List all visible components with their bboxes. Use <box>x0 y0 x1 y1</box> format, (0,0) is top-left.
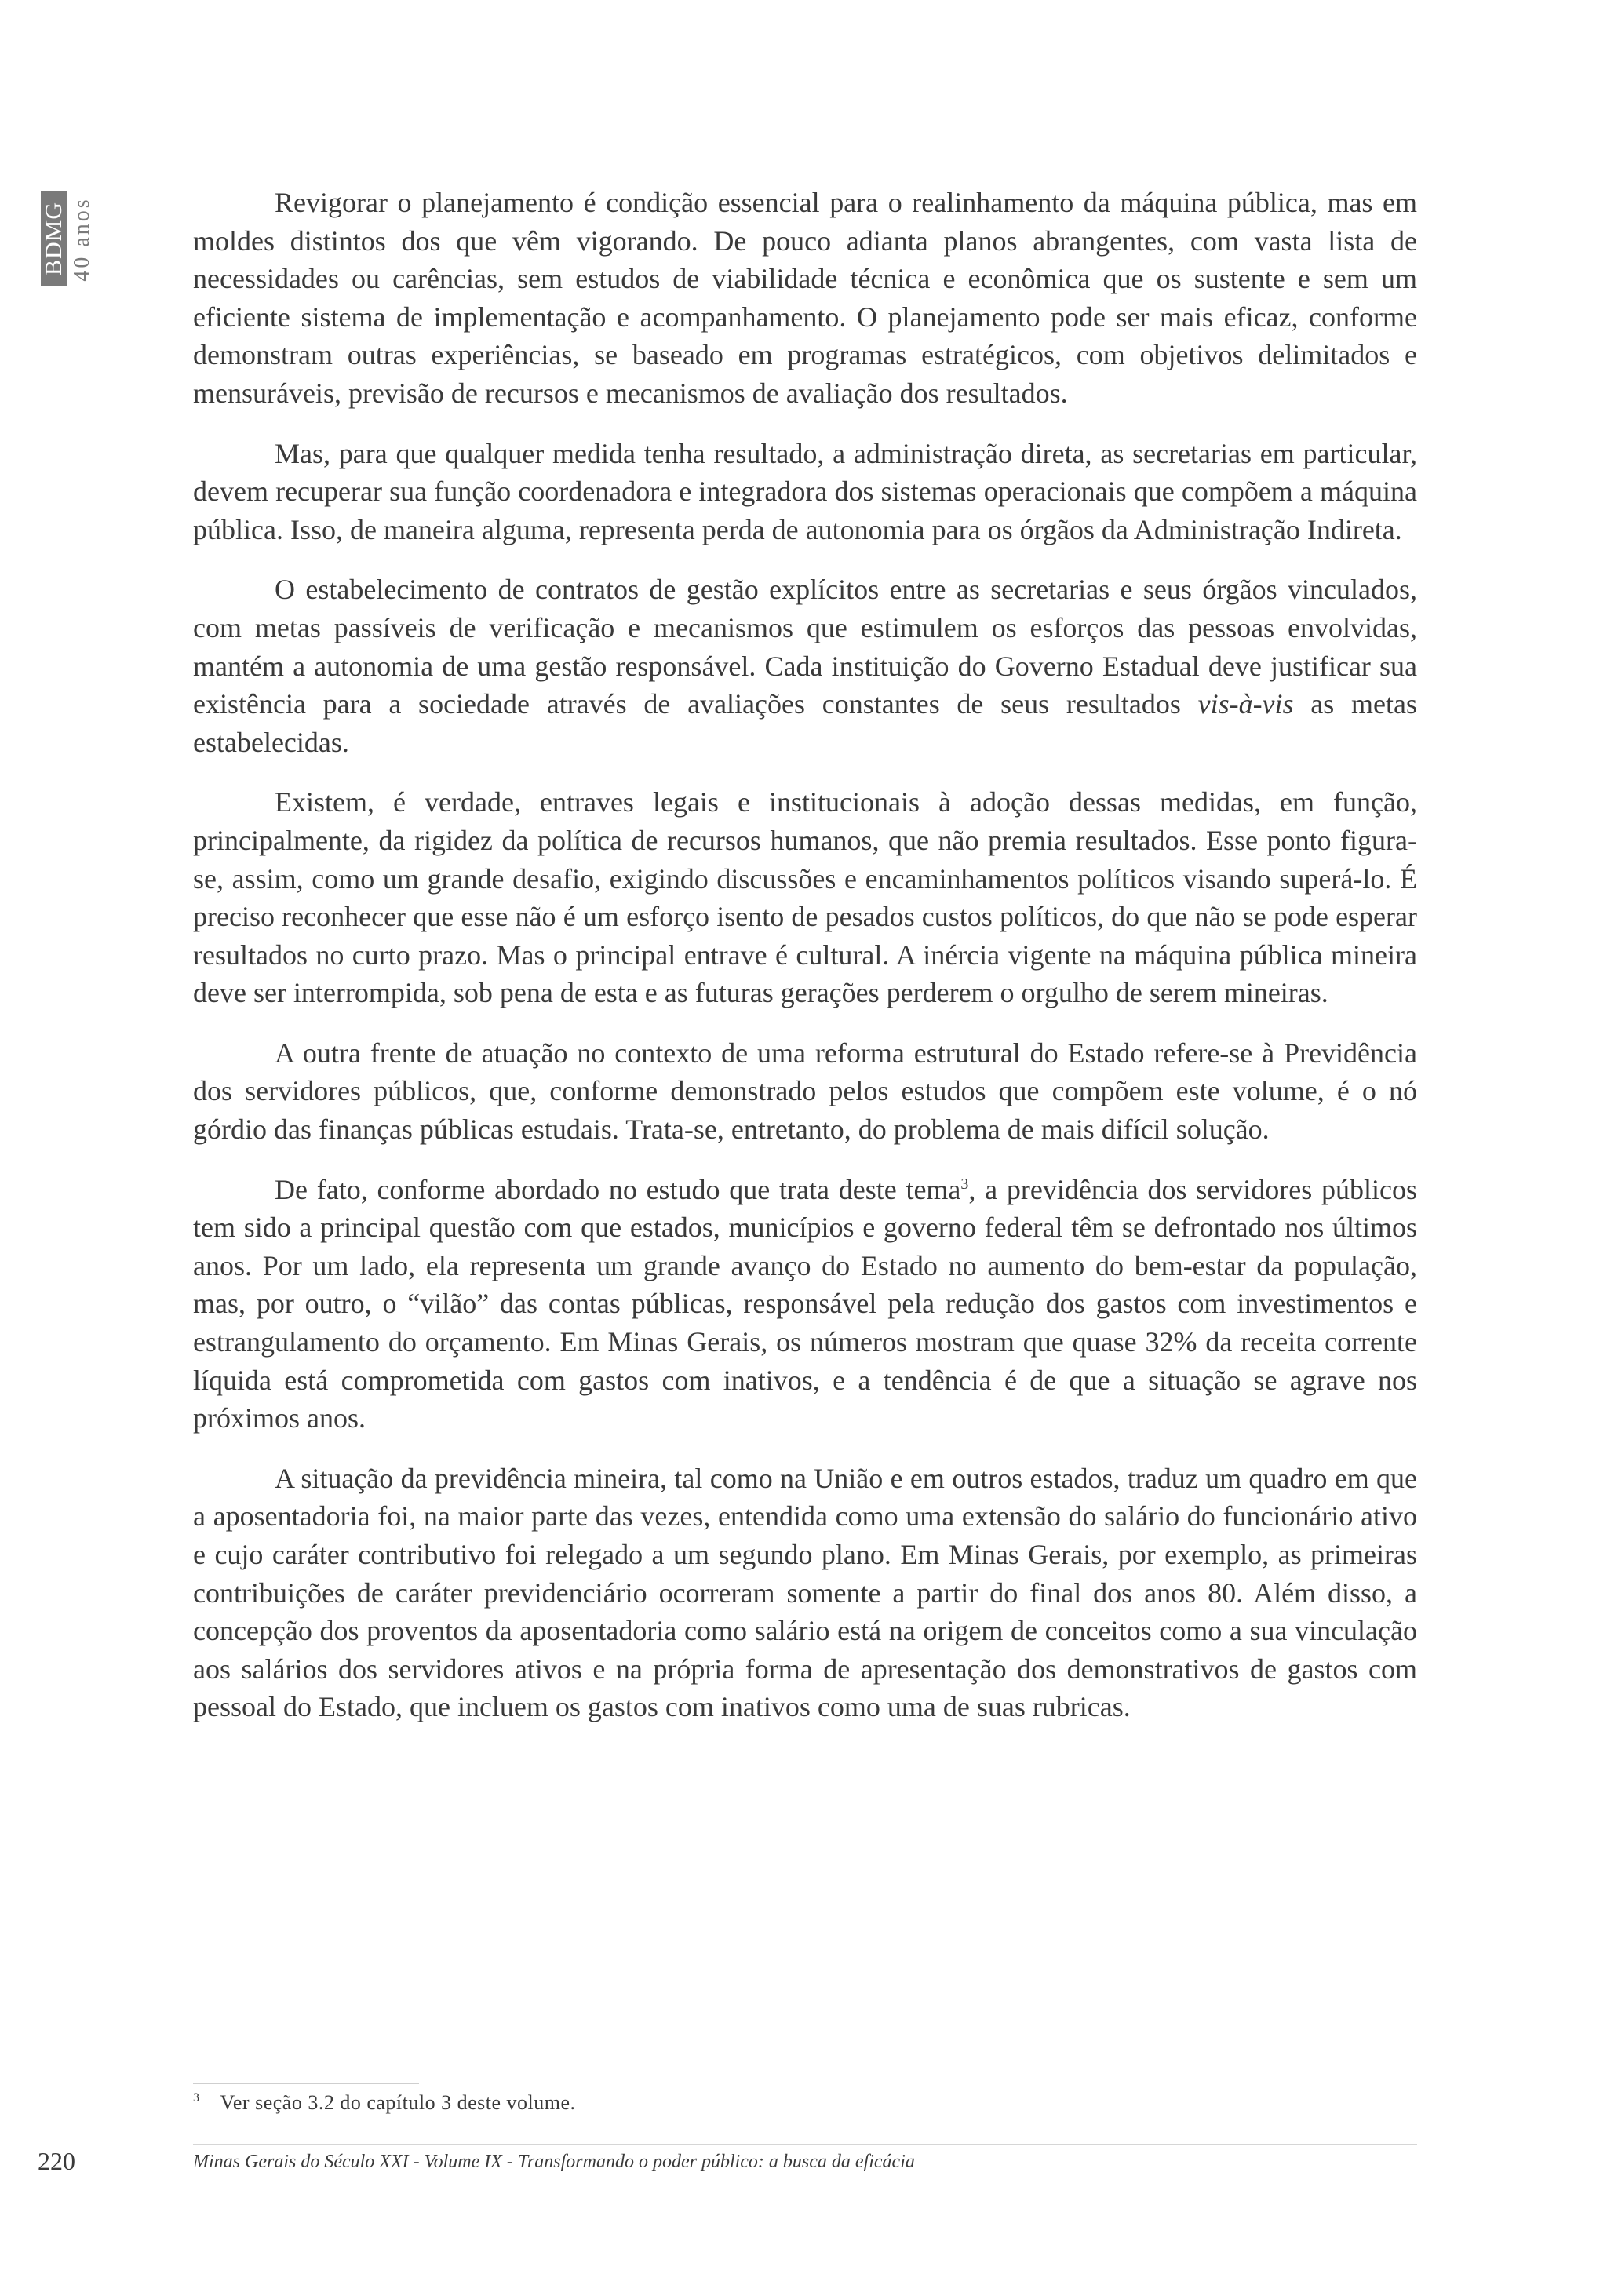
paragraph: Revigorar o planejamento é condição essencial para o realinhamento da máquina pública, mas em moldes distintos dos que vêm vigorando. De pouco adianta planos abrangentes, com vasta lista de necessidades ou carências, sem estudos de viabilidade técnica e econômica que os sustente e sem um eficiente sistema de implementação e acompanhamento. O planejamento pode ser mais eficaz, conforme demonstram outras experiências, se baseado em programas estratégicos, com objetivos delimitados e mensuráveis, previsão de recursos e mecanismos de avaliação dos resultados. <box>193 187 1417 409</box>
paragraph-text: as metas estabelecidas. <box>193 688 1417 758</box>
footnote-number: 3 <box>193 2091 200 2105</box>
footer-divider <box>193 2144 1417 2145</box>
paragraph-text: De fato, conforme abordado no estudo que trata deste tema <box>275 1173 961 1205</box>
page-number: 220 <box>38 2147 75 2175</box>
paragraph: Mas, para que qualquer medida tenha resultado, a administração direta, as secretarias em particular, devem recuperar sua função coordenadora e integradora dos sistemas operacionais que compõem a máquina pública. Isso, de maneira alguma, representa perda de autonomia para os órgãos da Administração Indireta. <box>193 437 1417 545</box>
paragraph-text: O estabelecimento de contratos de gestão explícitos entre as secretarias e seus órgãos vinculados, com metas passíveis de verificação e mecanismos que estimulem os esforços das pessoas envolvidas, mantém a autonomia de uma gestão responsável. Cada instituição do Governo Estadual deve justificar sua existência para a sociedade através de avaliações constantes de seus resultados <box>193 574 1417 720</box>
paragraph: A outra frente de atuação no contexto de uma reforma estrutural do Estado refere-se à Previdência dos servidores públicos, que, conforme demonstrado pelos estudos que compõem este volume, é o nó górdio das finanças públicas estudais. Trata-se, entretanto, do problema de mais difícil solução. <box>193 1037 1417 1146</box>
body-text <box>193 184 1417 1748</box>
footnote-divider <box>193 2083 419 2084</box>
paragraph-text: , a previdência dos servidores públicos tem sido a principal questão com que estados, municípios e governo federal têm se defrontado nos últimos anos. Por um lado, ela representa um grande avanço do Estado no aumento do bem-estar da população, mas, por outro, o “vilão” das contas públicas, responsável pela redução dos gastos com investimentos e estrangulamento do orçamento. Em Minas Gerais, os números mostram que quase 32% da receita corrente líquida está comprometida com gastos com inativos, e a tendência é de que a situação se agrave nos próximos anos. <box>193 1173 1417 1434</box>
anniversary-label <box>69 188 96 290</box>
footnote-reference[interactable]: 3 <box>960 1175 969 1193</box>
paragraph: A situação da previdência mineira, tal como na União e em outros estados, traduz um quadro em que a aposentadoria foi, na maior parte das vezes, entendida como uma extensão do salário do funcionário ativo e cujo caráter contributivo foi relegado a um segundo plano. Em Minas Gerais, por exemplo, as primeiras contribuições de caráter previdenciário ocorreram somente a partir do final dos anos 80. Além disso, a concepção dos proventos da aposentadoria como salário está na origem de conceitos como a sua vinculação aos salários dos servidores ativos e na própria forma de apresentação dos demonstrativos de gastos com pessoal do Estado, que incluem os gastos com inativos como uma de suas rubricas. <box>193 1462 1417 1723</box>
paragraph <box>193 1171 1417 1438</box>
paragraph: Existem, é verdade, entraves legais e institucionais à adoção dessas medidas, em função, principalmente, da rigidez da política de recursos humanos, que não premia resultados. Esse ponto figura-se, assim, como um grande desafio, exigindo discussões e encaminhamentos políticos visando superá-lo. É preciso reconhecer que esse não é um esforço isento de pesados custos políticos, do que não se pode esperar resultados no curto prazo. Mas o principal entrave é cultural. A inércia vigente na máquina pública mineira deve ser interrompida, sob pena de esta e as futuras gerações perderem o orgulho de serem mineiras. <box>193 786 1417 1009</box>
anniversary-text: 40 anos <box>70 197 94 282</box>
paragraph <box>193 570 1417 761</box>
italic-term: vis-à-vis <box>1197 688 1294 720</box>
bdmg-logo-tab <box>41 191 67 286</box>
running-title: Minas Gerais do Século XXI - Volume IX - Transformando o poder público: a busca da eficácia <box>193 2152 915 2172</box>
footnote-text: Ver seção 3.2 do capítulo 3 deste volume. <box>220 2091 576 2114</box>
brand-text: BDMG <box>41 201 67 276</box>
footnote <box>193 2089 576 2117</box>
